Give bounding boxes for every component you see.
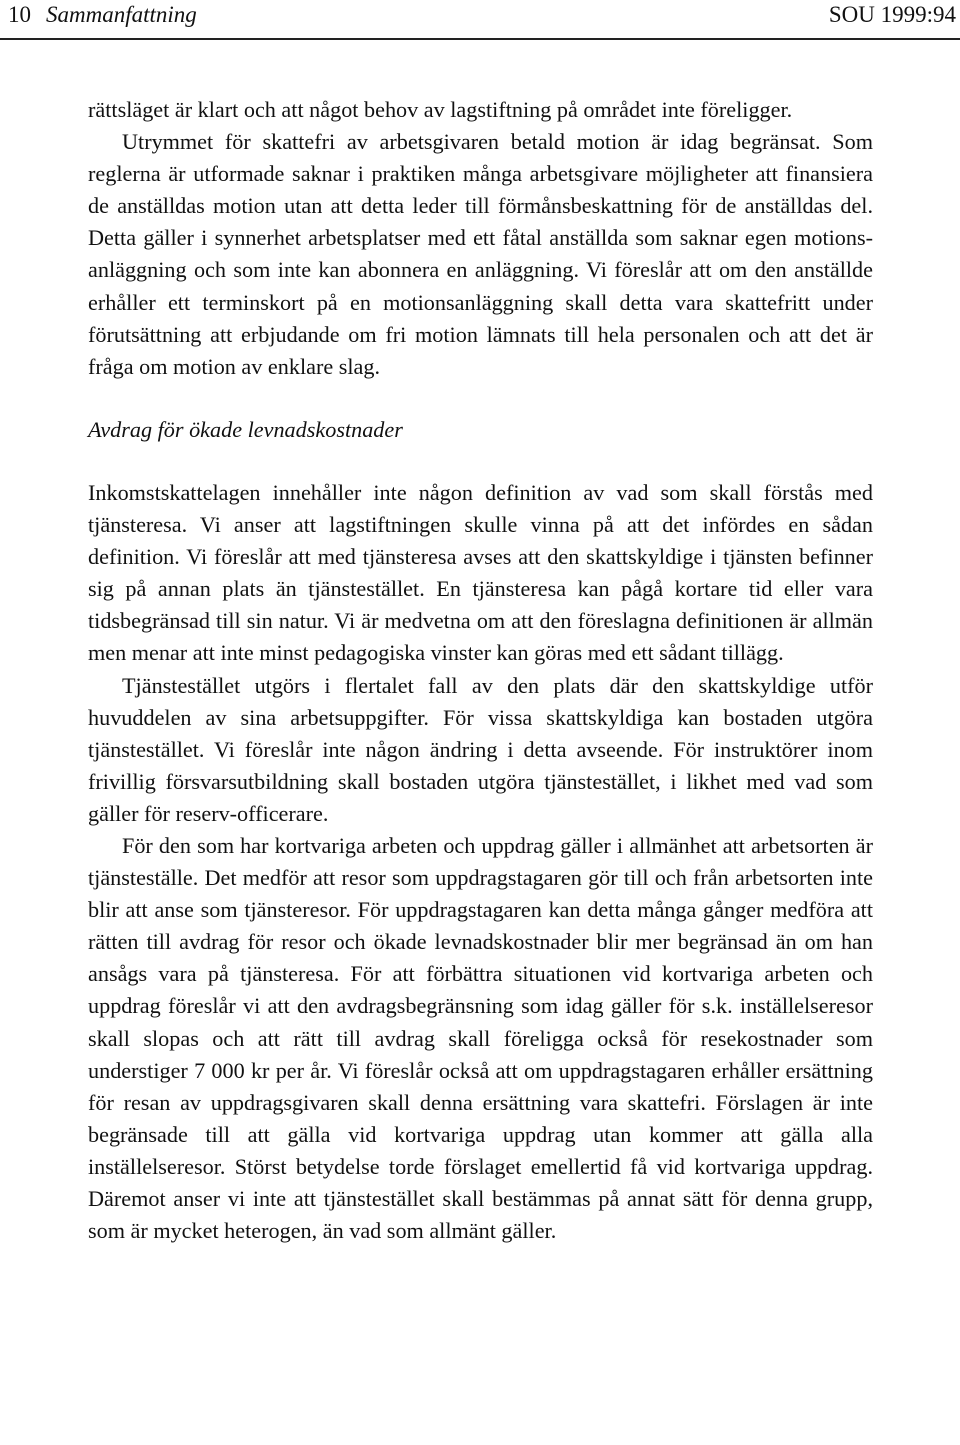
paragraph: Tjänstestället utgörs i flertalet fall av den plats där den skattskyldige utför huvuddelen av sina arbetsuppgifter. För vissa skattskyldiga kan bostaden utgöra tjänstestället. Vi föreslår inte någon ändring i detta avseende. För instruktörer inom frivillig försvarsutbildning skall bostaden utgöra tjänstestället, i likhet med vad som gäller för reserv-officerare. bbox=[88, 672, 873, 826]
paragraph: Inkomstskattelagen innehåller inte någon definition av vad som skall förstås med tjänsteresa. Vi anser att lagstiftningen skulle vinna på att det infördes en sådan definition. Vi föreslår att med tjänsteresa avses att den skattskyldige i tjänsten befinner sig på annan plats än tjänstestället. En tjänsteresa kan pågå kortare tid eller vara tidsbegränsad till sin natur. Vi är medvetna om att den föreslagna definitionen är allmän men menar att inte minst pedagogiska vinster kan göras med ett sådant tillägg. bbox=[88, 479, 873, 666]
document-body bbox=[88, 94, 873, 1247]
paragraph: rättsläget är klart och att något behov av lagstiftning på området inte föreligger. bbox=[88, 97, 793, 122]
paragraph: För den som har kortvariga arbeten och uppdrag gäller i allmänhet att arbetsorten är tjänsteställe. Det medför att resor som uppdragstagaren gör till och från arbetsorten inte blir att anse som tjänsteresor. För uppdragstagaren kan detta många gånger medföra att rätten till avdrag för resor och ökade levnadskostnader blir mer begränsad än om han ansågs vara på tjänsteresa. För att förbättra situationen vid kortvariga arbeten och uppdrag föreslår vi att den avdragsbegränsning som idag gäller för s.k. inställelseresor skall slopas och att rätt till avdrag skall föreligga också för resekostnader som understiger 7 000 kr per år. Vi föreslår också att om uppdragstagaren erhåller ersättning för resan av uppdragsgivaren skall denna ersättning vara skattefri. Förslagen är inte begränsade till att gälla vid kortvariga uppdrag utan kommer att gälla alla inställelseresor. Störst betydelse torde förslaget emellertid få vid kortvariga uppdrag. Däremot anser vi inte att tjänstestället skall bestämmas på annat sätt för denna grupp, som är mycket heterogen, än vad som allmänt gäller. bbox=[88, 832, 873, 1244]
paragraph: Utrymmet för skattefri av arbetsgivaren betald motion är idag begränsat. Som reglerna är utformade saknar i praktiken många arbetsgivare möjligheter att finansiera de anställdas motion utan att detta leder till förmånsbeskattning för de anställdas del. Detta gäller i synnerhet arbetsplatser med ett fåtal anställda som saknar egen motionsanläggning och som inte kan abonnera en anläggning. Vi föreslår att om den anställde erhåller ett terminskort på en motionsanläggning skall detta vara skattefritt under förutsättning att erbjudande om fri motion lämnats till hela personalen och att det är fråga om motion av enklare slag. bbox=[88, 129, 873, 379]
section-title: Sammanfattning bbox=[46, 2, 197, 27]
page-header bbox=[0, 0, 960, 40]
subheading: Avdrag för ökade levnadskostnader bbox=[88, 416, 403, 442]
page-number: 10 bbox=[8, 2, 31, 27]
report-id: SOU 1999:94 bbox=[828, 2, 956, 27]
